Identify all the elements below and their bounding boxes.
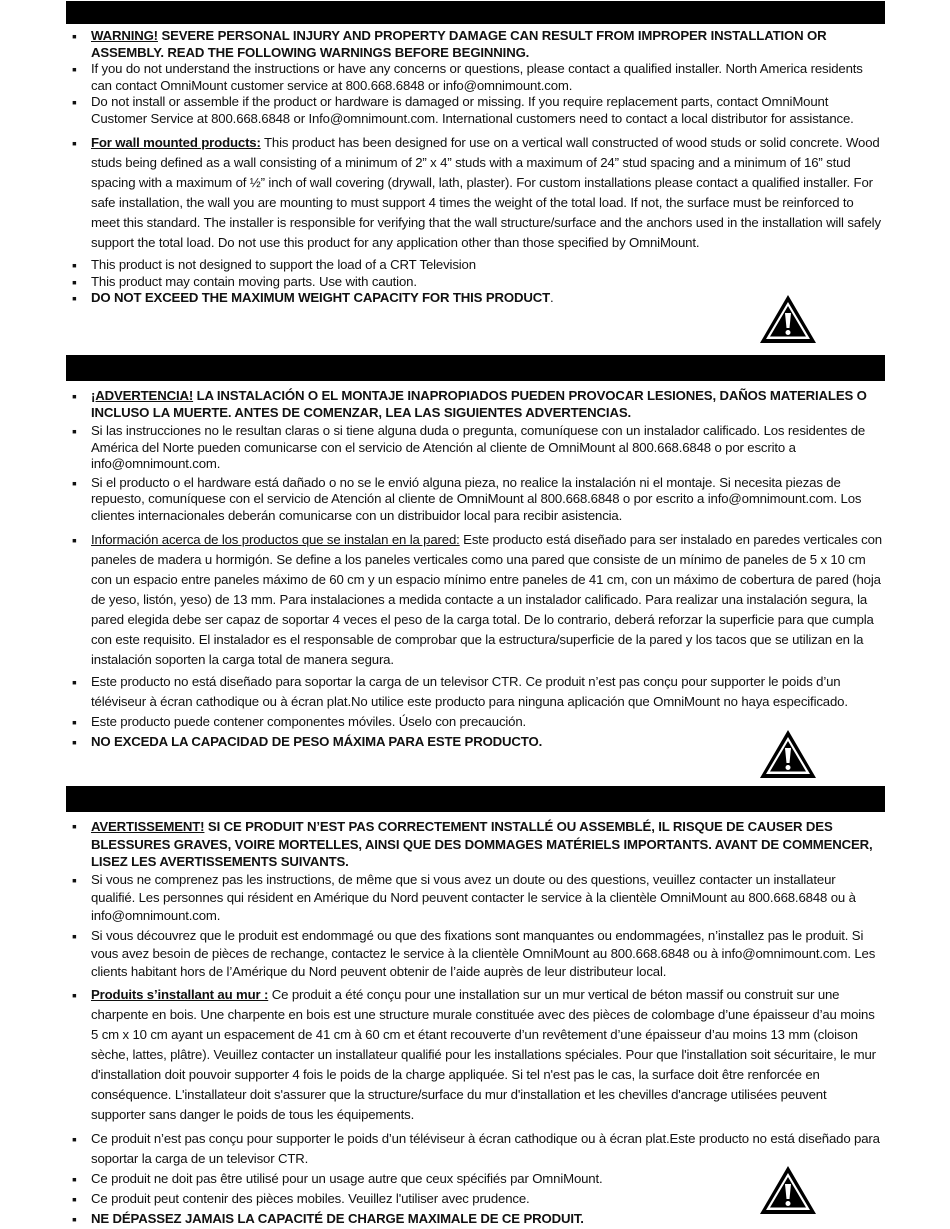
wall-mount-info: ▪ Produits s’installant au mur : Ce produit a été conçu pour une installation sur un mur vertical de béton massif ou construit sur une charpente en bois. Une charpente en bois est une structure murale constituée avec des pièces de colombage d’une épaisseur d’au moins 5 cm x 10 cm ayant un espacement de 41 cm à 60 cm et étant recouverte d’un revêtement d’une épaisseur d’au moins 13 mm (cloison sèche, lattes, plâtre). Veuillez contacter un installateur qualifié pour les installations spéciales. Pour que l'installation soit sécuritaire, le mur d'installation doit pouvoir supporter 4 fois le poids de la charge appliquée. Si tel n'est pas le cas, la surface doit être renforcée en conséquence. L'installateur doit s'assurer que la structure/surface du mur d'installation et les chevilles d'ancrage utilisées peuvent supporter sans danger le poids de tous les équipements. [70,985,882,1125]
list-item: ▪ This product is not designed to support the load of a CRT Television [70,257,882,274]
warning-heading: ▪ AVERTISSEMENT! SI CE PRODUIT N’EST PAS CORRECTEMENT INSTALLÉ OU ASSEMBLÉ, IL RISQUE DE CAUSER DES BLESSURES GRAVES, VOIRE MORTELLES, AINSI QUE DES DOMMAGES MATÉRIELS IMPORTANTS. AVANT DE COMMENCER, LISEZ LES AVERTISSEMENTS SUIVANTS. [70,818,882,871]
list-item: ▪ NO EXCEDA LA CAPACIDAD DE PESO MÁXIMA PARA ESTE PRODUCTO. [70,732,882,752]
warning-heading: ▪ WARNING! SEVERE PERSONAL INJURY AND PROPERTY DAMAGE CAN RESULT FROM IMPROPER INSTALLATION OR ASSEMBLY. READ THE FOLLOWING WARNINGS BEFORE BEGINNING. [70,28,882,61]
list-item: ▪ Ce produit n’est pas conçu pour supporter le poids d’un téléviseur à écran cathodique ou à écran plat.Este producto no está diseñado para soportar la carga de un televisor CTR. [70,1129,882,1169]
list-item: ▪ Si las instrucciones no le resultan claras o si tiene alguna duda o pregunta, comuníquese con un instalador calificado. Los residentes de América del Norte pueden comunicarse con el servicio de Atención al cliente de OmniMount al 800.668.6848 o por escrito a info@omnimount.com. [70,423,882,473]
list-item: ▪ Este producto no está diseñado para soportar la carga de un televisor CTR. Ce produit n’est pas conçu pour supporter le poids d’un téléviseur à écran cathodique ou à écran plat.No utilice este producto para ninguna aplicación que OmniMount no haya especificado. [70,672,882,712]
list-item: ▪ NE DÉPASSEZ JAMAIS LA CAPACITÉ DE CHARGE MAXIMALE DE CE PRODUIT. [70,1209,882,1229]
list-item: ▪ Ce produit ne doit pas être utilisé pour un usage autre que ceux spécifiés par OmniMount. [70,1169,882,1189]
list-item: ▪ Este producto puede contener componentes móviles. Úselo con precaución. [70,712,882,732]
spanish-warnings [70,388,882,752]
warning-triangle-icon [758,1164,818,1216]
list-item: ▪ Si el producto o el hardware está dañado o no se le envió alguna pieza, no realice la instalación ni el montaje. Si necesita piezas de repuesto, comuníquese con el servicio de Atención al cliente de OmniMount al 800.668.6848 o por escrito a info@omnimount.com. Los clientes internacionales deberán comunicarse con un distribuidor local para recibir asistencia. [70,475,882,525]
list-item: ▪ This product may contain moving parts. Use with caution. [70,274,882,291]
warning-triangle-icon [758,293,818,345]
list-item: ▪ DO NOT EXCEED THE MAXIMUM WEIGHT CAPACITY FOR THIS PRODUCT. [70,290,882,307]
english-warnings [70,28,882,307]
list-item: ▪ Ce produit peut contenir des pièces mobiles. Veuillez l'utiliser avec prudence. [70,1189,882,1209]
list-item: ▪ Do not install or assemble if the product or hardware is damaged or missing. If you require replacement parts, contact OmniMount Customer Service at 800.668.6848 or Info@omnimount.com. International customers need to contact a local distributor for assistance. [70,94,882,127]
list-item: ▪ Si vous découvrez que le produit est endommagé ou que des fixations sont manquantes ou endommagées, n’installez pas le produit. Si vous avez besoin de pièces de rechange, contactez le service à la clientèle OmniMount au 800.668.6848 ou à info@omnimount.com. Les clients habitant hors de l’Amérique du Nord peuvent obtenir de l’aide auprès de leur distributeur local. [70,927,882,981]
wall-mount-info: ▪ For wall mounted products: This product has been designed for use on a vertical wall constructed of wood studs or solid concrete. Wood studs being defined as a wall consisting of a minimum of 2” x 4” studs with a maximum of 24” stud spacing and a minimum of 16” stud spacing with a maximum of ½” inch of wall covering (drywall, lath, plaster). For custom installations please contact a qualified installer. For safe installation, the wall you are mounting to must support 4 times the weight of the total load. If not, the surface must be reinforced to meet this standard. The installer is responsible for verifying that the wall structure/surface and the anchors used in the installation will safely support the total load. Do not use this product for any application other than those specified by OmniMount. [70,133,882,253]
section-header-bar-spanish [66,355,885,381]
section-header-bar-english [66,1,885,24]
list-item: ▪ Si vous ne comprenez pas les instructions, de même que si vous avez un doute ou des questions, veuillez contacter un installateur qualifié. Les personnes qui résident en Amérique du Nord peuvent contacter le service à la clientèle OmniMount au 800.668.6848 ou à info@omnimount.com. [70,871,882,925]
wall-mount-info: ▪ Información acerca de los productos que se instalan en la pared: Este producto está diseñado para ser instalado en paredes verticales con paneles de madera u hormigón. Se define a los paneles verticales como una pared que consiste de un mínimo de paneles de 5 x 10 cm con un espacio entre paneles máximo de 60 cm y un espacio mínimo entre paneles de 41 cm, con un máximo de cobertura de pared (hoja de yeso, listón, yeso) de 13 mm. Para instalaciones a medida contacte a un instalador calificado. Para realizar una instalación segura, la pared elegida debe ser capaz de soportar 4 veces el peso de la carga total. De lo contrario, deberá reforzar la superficie para que cumpla con este requisito. El instalador es el responsable de comprobar que la estructura/superficie de la pared y los tacos que se utilizan en la instalación soporten la carga total de manera segura. [70,530,882,670]
warning-triangle-icon [758,728,818,780]
warning-heading: ▪ ¡ADVERTENCIA! LA INSTALACIÓN O EL MONTAJE INAPROPIADOS PUEDEN PROVOCAR LESIONES, DAÑOS MATERIALES O INCLUSO LA MUERTE. ANTES DE COMENZAR, LEA LAS SIGUIENTES ADVERTENCIAS. [70,388,882,421]
section-header-bar-french [66,786,885,812]
list-item: ▪ If you do not understand the instructions or have any concerns or questions, please contact a qualified installer. North America residents can contact OmniMount customer service at 800.668.6848 or info@omnimount.com. [70,61,882,94]
